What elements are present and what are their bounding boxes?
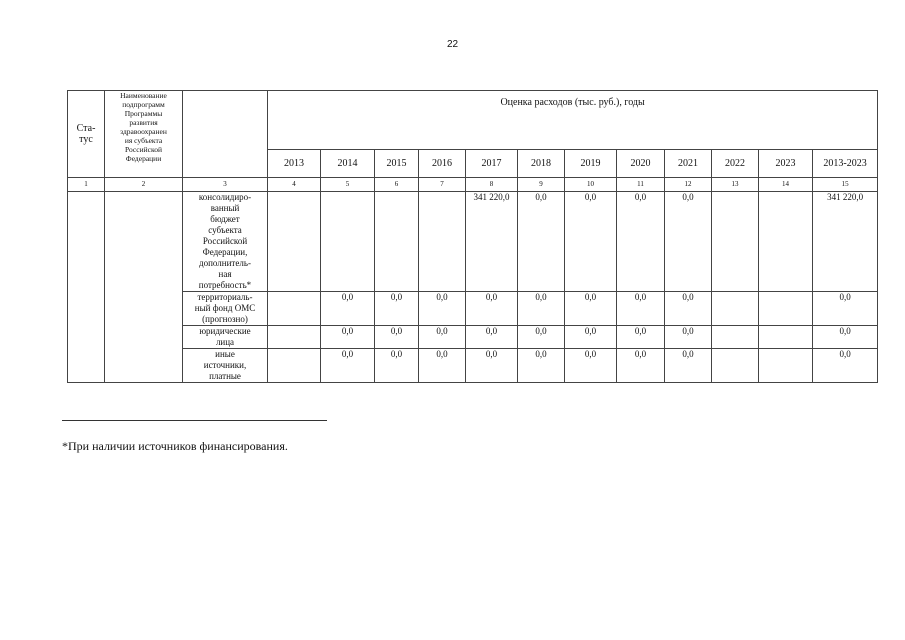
value-cell: 0,0 — [375, 326, 419, 349]
value-cell: 0,0 — [617, 349, 665, 383]
funding-source-cell: юридические лица — [183, 326, 268, 349]
value-cell: 0,0 — [665, 292, 712, 326]
value-cell: 0,0 — [419, 326, 466, 349]
value-cell — [759, 192, 813, 292]
year-header: 2017 — [466, 150, 518, 178]
value-cell: 0,0 — [321, 292, 375, 326]
header-row-title — [68, 91, 878, 150]
source-header — [183, 91, 268, 178]
value-cell — [712, 292, 759, 326]
year-header: 2018 — [518, 150, 565, 178]
value-cell: 0,0 — [466, 326, 518, 349]
page-number: 22 — [446, 39, 459, 50]
column-number: 3 — [183, 178, 268, 192]
column-number: 4 — [268, 178, 321, 192]
year-header: 2019 — [565, 150, 617, 178]
year-header: 2015 — [375, 150, 419, 178]
value-cell: 0,0 — [813, 292, 878, 326]
value-cell: 0,0 — [813, 326, 878, 349]
table-row — [68, 326, 878, 349]
value-cell: 0,0 — [617, 192, 665, 292]
column-number: 9 — [518, 178, 565, 192]
year-header: 2020 — [617, 150, 665, 178]
column-number: 13 — [712, 178, 759, 192]
column-number: 2 — [105, 178, 183, 192]
value-cell — [759, 349, 813, 383]
status-cell — [68, 192, 105, 383]
column-number: 8 — [466, 178, 518, 192]
subprogram-name-cell — [105, 192, 183, 383]
column-number: 5 — [321, 178, 375, 192]
value-cell: 0,0 — [466, 349, 518, 383]
value-cell: 0,0 — [375, 292, 419, 326]
value-cell — [712, 349, 759, 383]
value-cell: 0,0 — [518, 292, 565, 326]
value-cell — [712, 326, 759, 349]
column-number: 14 — [759, 178, 813, 192]
value-cell: 341 220,0 — [813, 192, 878, 292]
year-header: 2013 — [268, 150, 321, 178]
status-header: Ста- тус — [68, 91, 105, 178]
column-number-row — [68, 178, 878, 192]
subprogram-name-header: Наименование подпрограмм Программы развития здравоохранен ия субъекта Российской Федерации — [105, 91, 183, 178]
year-header: 2016 — [419, 150, 466, 178]
year-header: 2023 — [759, 150, 813, 178]
value-cell: 0,0 — [565, 192, 617, 292]
value-cell — [268, 192, 321, 292]
value-cell: 0,0 — [565, 292, 617, 326]
column-number: 1 — [68, 178, 105, 192]
value-cell: 0,0 — [321, 349, 375, 383]
value-cell: 0,0 — [617, 292, 665, 326]
value-cell — [268, 349, 321, 383]
value-cell: 0,0 — [518, 349, 565, 383]
value-cell — [268, 292, 321, 326]
value-cell: 0,0 — [665, 192, 712, 292]
value-cell: 0,0 — [565, 326, 617, 349]
value-cell: 0,0 — [665, 349, 712, 383]
value-cell: 0,0 — [321, 326, 375, 349]
value-cell — [419, 192, 466, 292]
column-number: 6 — [375, 178, 419, 192]
column-number: 10 — [565, 178, 617, 192]
budget-table — [67, 90, 878, 383]
value-cell: 0,0 — [375, 349, 419, 383]
value-cell: 0,0 — [617, 326, 665, 349]
footnote-divider — [62, 420, 327, 421]
value-cell: 0,0 — [518, 326, 565, 349]
year-header: 2014 — [321, 150, 375, 178]
value-cell: 0,0 — [565, 349, 617, 383]
funding-source-cell: территориаль- ный фонд ОМС (прогнозно) — [183, 292, 268, 326]
value-cell: 0,0 — [419, 292, 466, 326]
footnote: *При наличии источников финансирования. — [62, 439, 288, 453]
value-cell — [268, 326, 321, 349]
table-row — [68, 192, 878, 292]
value-cell: 0,0 — [466, 292, 518, 326]
table-row — [68, 349, 878, 383]
value-cell — [759, 292, 813, 326]
funding-source-cell: консолидиро- ванный бюджет субъекта Российской Федерации, дополнитель- ная потребность* — [183, 192, 268, 292]
column-number: 15 — [813, 178, 878, 192]
value-cell — [375, 192, 419, 292]
year-header: 2022 — [712, 150, 759, 178]
expense-estimate-header: Оценка расходов (тыс. руб.), годы — [268, 91, 878, 150]
column-number: 7 — [419, 178, 466, 192]
year-header: 2021 — [665, 150, 712, 178]
value-cell — [321, 192, 375, 292]
table-row — [68, 292, 878, 326]
value-cell — [712, 192, 759, 292]
value-cell: 0,0 — [665, 326, 712, 349]
value-cell: 0,0 — [813, 349, 878, 383]
column-number: 11 — [617, 178, 665, 192]
value-cell: 0,0 — [419, 349, 466, 383]
column-number: 12 — [665, 178, 712, 192]
value-cell: 0,0 — [518, 192, 565, 292]
value-cell — [759, 326, 813, 349]
funding-source-cell: иные источники, платные — [183, 349, 268, 383]
value-cell: 341 220,0 — [466, 192, 518, 292]
year-header: 2013-2023 — [813, 150, 878, 178]
